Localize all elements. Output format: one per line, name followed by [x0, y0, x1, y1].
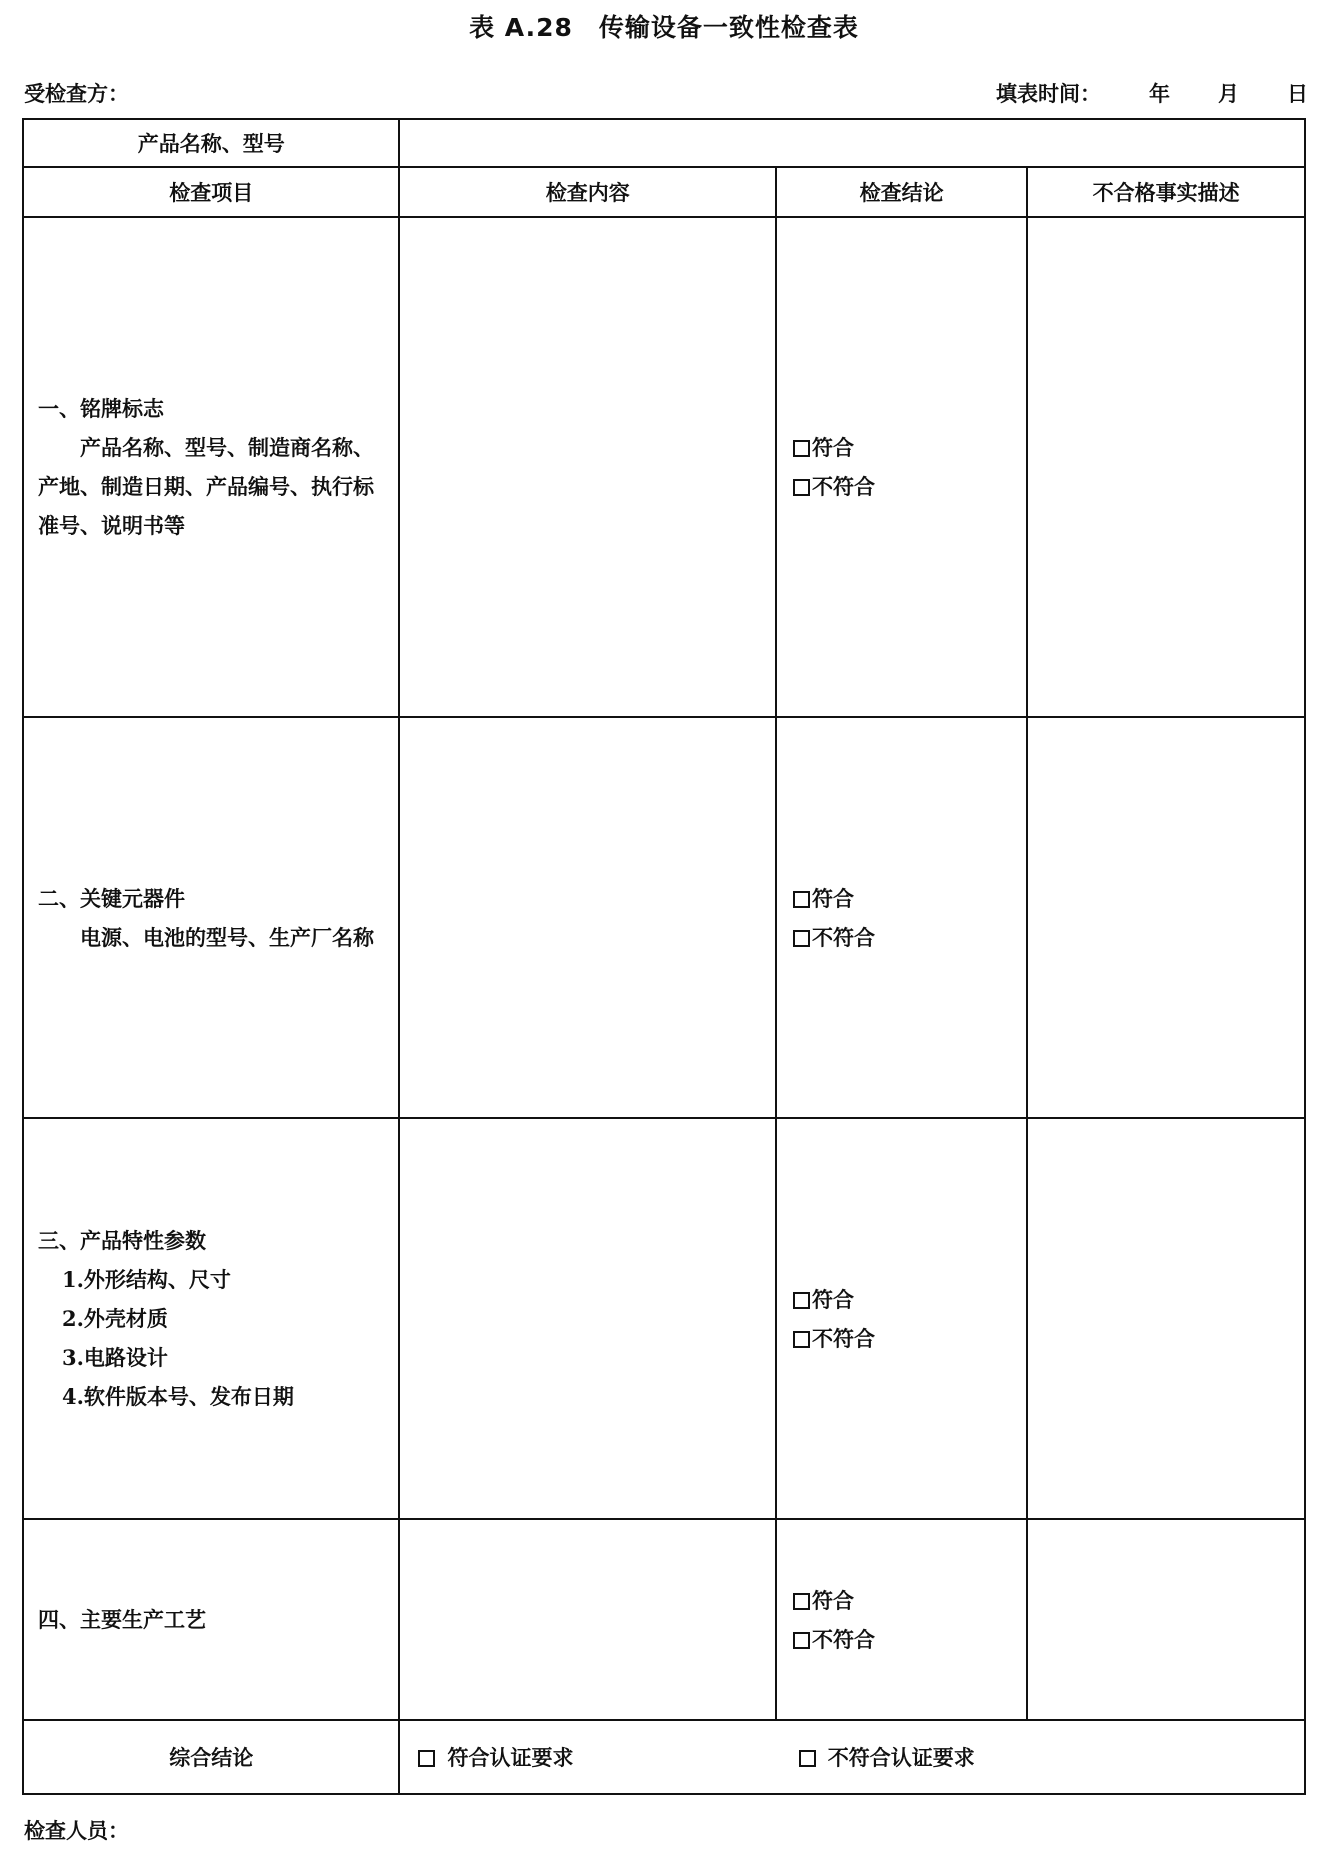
nonconformity-cell[interactable] — [1027, 1118, 1305, 1519]
checkbox-icon[interactable] — [793, 479, 810, 496]
checkbox-icon[interactable] — [793, 440, 810, 457]
summary-nonconform-option[interactable] — [799, 1742, 975, 1772]
inspected-party-label: 受检查方： — [24, 81, 129, 106]
item-sub-1: 1.外形结构、尺寸 — [62, 1267, 231, 1292]
item-title: 二、关键元器件 — [38, 885, 185, 911]
conform-label: 符合 — [811, 435, 854, 460]
checkbox-icon[interactable] — [793, 1593, 810, 1610]
item-title: 三、产品特性参数 — [38, 1228, 206, 1253]
summary-conform-option[interactable] — [418, 1742, 573, 1772]
conform-option[interactable] — [793, 1280, 1026, 1319]
item-title: 一、铭牌标志 — [38, 396, 164, 421]
nonconformity-cell[interactable] — [1027, 717, 1305, 1118]
fill-time-label: 填表时间： — [996, 81, 1101, 106]
table-row — [23, 1118, 1305, 1519]
verdict-cell — [776, 217, 1027, 717]
nonconform-option[interactable] — [793, 467, 1026, 506]
page-title: 表 A.28 传输设备一致性检查表 — [469, 13, 859, 42]
item-nameplate — [23, 217, 399, 717]
nonconform-option[interactable] — [793, 918, 1026, 957]
nonconformity-cell[interactable] — [1027, 217, 1305, 717]
summary-conform-label: 符合认证要求 — [447, 1745, 574, 1770]
item-title: 四、主要生产工艺 — [38, 1607, 206, 1632]
checkbox-icon[interactable] — [793, 1292, 810, 1309]
item-sub-4: 4.软件版本号、发布日期 — [62, 1384, 294, 1409]
year-unit: 年 — [1149, 81, 1170, 106]
conform-option[interactable] — [793, 1581, 1026, 1620]
verdict-cell — [776, 717, 1027, 1118]
item-production-process — [23, 1519, 399, 1720]
product-value-field[interactable] — [399, 119, 1305, 167]
nonconform-option[interactable] — [793, 1319, 1026, 1358]
day-unit: 日 — [1287, 81, 1308, 106]
content-cell[interactable] — [399, 1118, 775, 1519]
summary-options — [399, 1720, 1305, 1794]
header-item: 检查项目 — [23, 167, 399, 217]
header-content: 检查内容 — [399, 167, 775, 217]
nonconform-option[interactable] — [793, 1620, 1026, 1659]
inspector-label: 检查人员： — [24, 1818, 129, 1843]
product-label: 产品名称、型号 — [23, 119, 399, 167]
checkbox-icon[interactable] — [799, 1750, 816, 1767]
nonconformity-cell[interactable] — [1027, 1519, 1305, 1720]
nonconform-label: 不符合 — [811, 474, 875, 499]
item-sub-3: 3.电路设计 — [62, 1345, 168, 1370]
nonconform-label: 不符合 — [811, 1626, 875, 1652]
verdict-cell — [776, 1118, 1027, 1519]
checkbox-icon[interactable] — [793, 1632, 810, 1649]
header-nonconformity: 不合格事实描述 — [1027, 167, 1305, 217]
header-row — [23, 167, 1305, 217]
content-cell[interactable] — [399, 217, 775, 717]
table-row — [23, 717, 1305, 1118]
item-product-parameters — [23, 1118, 399, 1519]
conform-label: 符合 — [811, 1286, 854, 1312]
summary-label: 综合结论 — [23, 1720, 399, 1794]
item-description: 产品名称、型号、制造商名称、产地、制造日期、产品编号、执行标准号、说明书等 — [38, 435, 374, 538]
summary-row — [23, 1720, 1305, 1794]
inspection-table — [22, 118, 1306, 1795]
table-row — [23, 217, 1305, 717]
fill-time-group — [996, 78, 1308, 108]
checkbox-icon[interactable] — [793, 1331, 810, 1348]
nonconform-label: 不符合 — [811, 924, 875, 950]
conform-label: 符合 — [811, 885, 854, 911]
product-row — [23, 119, 1305, 167]
conform-option[interactable] — [793, 428, 1026, 467]
content-cell[interactable] — [399, 717, 775, 1118]
table-row — [23, 1519, 1305, 1720]
content-cell[interactable] — [399, 1519, 775, 1720]
conform-option[interactable] — [793, 879, 1026, 918]
checkbox-icon[interactable] — [793, 930, 810, 947]
summary-nonconform-label: 不符合认证要求 — [827, 1745, 975, 1770]
item-key-components — [23, 717, 399, 1118]
checkbox-icon[interactable] — [418, 1750, 435, 1767]
item-sub-2: 2.外壳材质 — [62, 1306, 168, 1331]
conform-label: 符合 — [811, 1587, 854, 1613]
nonconform-label: 不符合 — [811, 1325, 875, 1351]
checkbox-icon[interactable] — [793, 891, 810, 908]
verdict-cell — [776, 1519, 1027, 1720]
header-conclusion: 检查结论 — [776, 167, 1027, 217]
item-description: 电源、电池的型号、生产厂名称 — [80, 924, 374, 950]
month-unit: 月 — [1218, 81, 1239, 106]
